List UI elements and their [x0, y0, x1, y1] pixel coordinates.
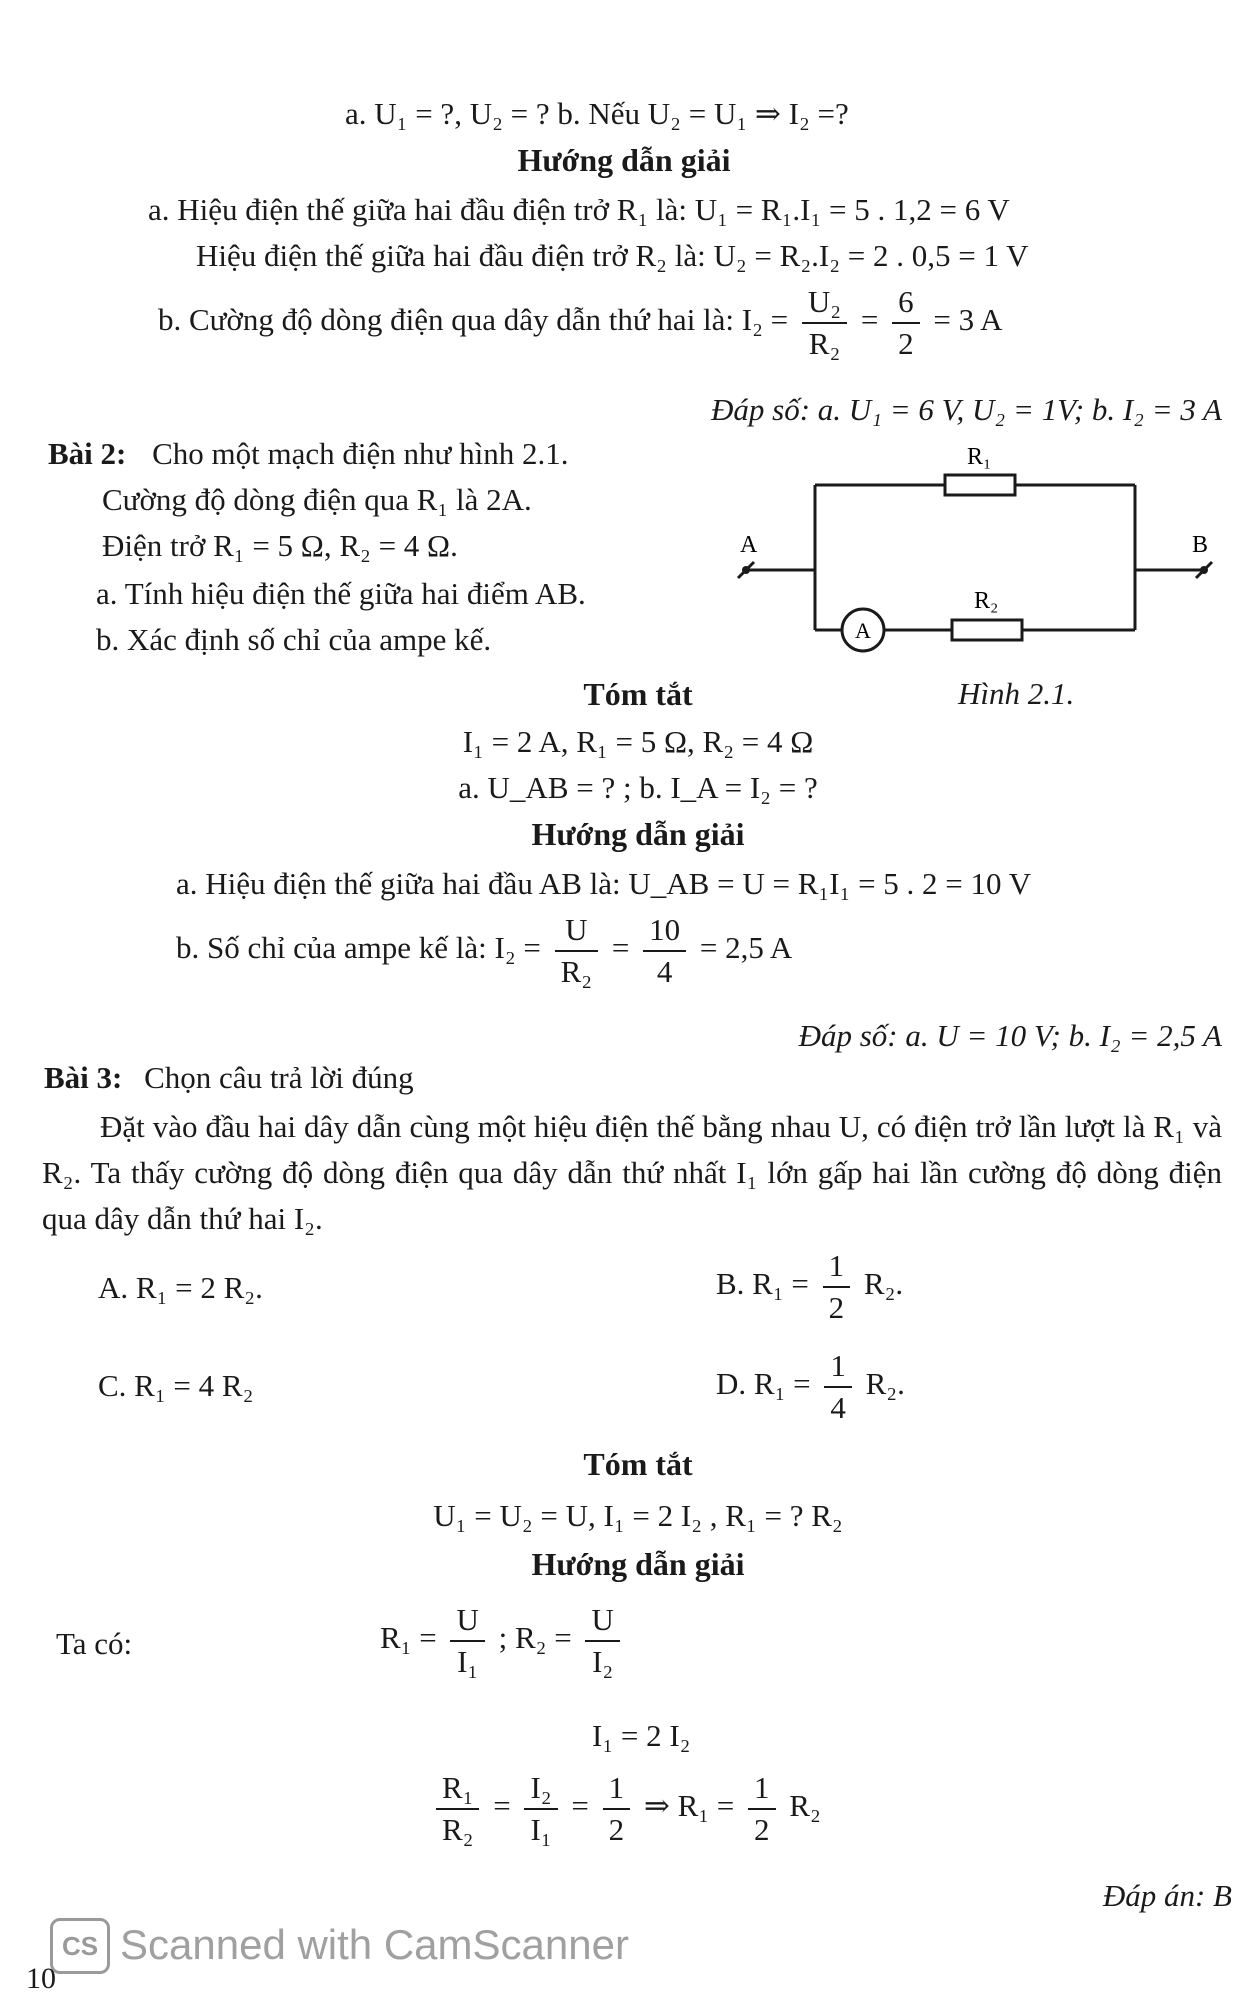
- prev-answer: Đáp số: a. U₁ = 6 V, U₂ = 1V; b. I₂ = 3 A: [711, 392, 1222, 427]
- camscanner-logo-icon: CS: [50, 1918, 110, 1974]
- bai2-b-result: = 2,5 A: [699, 930, 793, 966]
- bai3-answer: Đáp án: B: [1102, 1878, 1232, 1913]
- option-b-fraction: $\frac{1}{2}$: [823, 1246, 851, 1328]
- bai3-eq3: $\frac{\text{R₁}}{\text{R₂}}$ = $\frac{\text{I₂}}{\text{I₁}}$ = $\frac{1}{2}$ ⇒ R₁ = $\frac{1}{2}$ R₂: [430, 1768, 821, 1850]
- terminal-b-dot: [1200, 566, 1208, 574]
- bai2-intro: Cho một mạch điện như hình 2.1.: [152, 436, 569, 471]
- ammeter-label: A: [855, 618, 871, 643]
- bai3-text: Đặt vào đầu hai dây dẫn cùng một hiệu điện thế bằng nhau U, có điện trở lần lượt là R₁ và R₂. Ta thấy cường độ dòng điện qua dây dẫn thứ nhất I₁ lớn gấp hai lần cường độ dòng điện qua dây dẫn thứ hai I₂.: [42, 1109, 1222, 1236]
- terminal-a-dot: [742, 566, 750, 574]
- bai2-line4: a. Tính hiệu điện thế giữa hai điểm AB.: [96, 576, 586, 611]
- bai2-heading: [48, 434, 568, 474]
- bai3-option-b: B. R₁ = $\frac{1}{2}$ R₂.: [716, 1246, 903, 1328]
- bai2-b-fraction-1: $\frac{U}{\text{R₂}}$: [555, 910, 598, 992]
- bai2-solution-b: b. Số chỉ của ampe kế là: I₂ = $\frac{U}{\text{R₂}}$ = $\frac{10}{4}$ = 2,5 A: [176, 910, 792, 992]
- bai3-eq2: I₁ = 2 I₂: [592, 1718, 691, 1753]
- prev-b-prefix: b. Cường độ dòng điện qua dây dẫn thứ hai là: I₂ =: [158, 302, 789, 338]
- label-b: B: [1192, 532, 1209, 558]
- figure-caption: Hình 2.1.: [958, 676, 1075, 711]
- bai3-option-d: D. R₁ = $\frac{1}{4}$ R₂.: [716, 1346, 905, 1428]
- bai2-answer: Đáp số: a. U = 10 V; b. I₂ = 2,5 A: [798, 1018, 1222, 1053]
- label-r1: R₁: [967, 444, 992, 470]
- eq3-fraction-2: $\frac{\text{I₂}}{\text{I₁}}$: [524, 1768, 557, 1850]
- prev-solution-a-line2: Hiệu điện thế giữa hai đầu điện trở R₂ là: U₂ = R₂.I₂ = 2 . 0,5 = 1 V: [196, 238, 1029, 273]
- bai3-option-c: C. R₁ = 4 R₂: [98, 1368, 254, 1403]
- bai3-taco: Ta có:: [56, 1626, 133, 1661]
- prev-b-fraction-2: $\frac{6}{2}$: [892, 282, 920, 364]
- bai2-solution-a: a. Hiệu điện thế giữa hai đầu AB là: U_AB = U = R₁I₁ = 5 . 2 = 10 V: [176, 866, 1032, 901]
- prev-question: a. U₁ = ?, U₂ = ? b. Nếu U₂ = U₁ ⇒ I₂ =?: [345, 96, 849, 131]
- bai3-intro: Chọn câu trả lời đúng: [144, 1060, 414, 1095]
- bai3-heading: [44, 1058, 414, 1098]
- prev-b-fraction-1: $\frac{\text{U₂}}{\text{R₂}}$: [802, 282, 847, 364]
- bai3-given: U₁ = U₂ = U, I₁ = 2 I₂ , R₁ = ? R₂: [433, 1498, 843, 1533]
- eq1-fraction-1: $\frac{U}{\text{I₁}}$: [450, 1600, 484, 1682]
- bai2-summary-title: Tóm tắt: [583, 676, 693, 712]
- bai2-b-prefix: b. Số chỉ của ampe kế là: I₂ =: [176, 930, 541, 966]
- bai3-option-a: A. R₁ = 2 R₂.: [98, 1270, 263, 1305]
- camscanner-watermark: Scanned with CamScanner: [120, 1921, 629, 1968]
- bai3-eq1: R₁ = $\frac{U}{\text{I₁}}$ ; R₂ = $\frac{U}{\text{I₂}}$: [380, 1600, 626, 1682]
- bai2-line5: b. Xác định số chỉ của ampe kế.: [96, 622, 492, 657]
- bai2-line2: Cường độ dòng điện qua R₁ là 2A.: [102, 482, 532, 517]
- bai3-label: Bài 3:: [44, 1060, 123, 1095]
- prev-b-result: = 3 A: [933, 302, 1003, 338]
- resistor-r1: [945, 475, 1015, 495]
- prev-guide-title: Hướng dẫn giải: [517, 142, 731, 178]
- circuit-diagram: [730, 440, 1230, 700]
- eq3-fraction-1: $\frac{\text{R₁}}{\text{R₂}}$: [436, 1768, 479, 1850]
- page-number: 10: [26, 1962, 56, 1995]
- bai2-b-fraction-2: $\frac{10}{4}$: [643, 910, 686, 992]
- bai3-summary-title: Tóm tắt: [583, 1446, 693, 1482]
- resistor-r2: [952, 620, 1022, 640]
- label-a: A: [740, 532, 758, 558]
- bai2-given: I₁ = 2 A, R₁ = 5 Ω, R₂ = 4 Ω: [462, 724, 814, 759]
- eq3-fraction-4: $\frac{1}{2}$: [748, 1768, 776, 1850]
- bai2-label: Bài 2:: [48, 436, 127, 471]
- bai3-guide-title: Hướng dẫn giải: [531, 1546, 745, 1582]
- option-d-fraction: $\frac{1}{4}$: [824, 1346, 852, 1428]
- eq1-fraction-2: $\frac{U}{\text{I₂}}$: [585, 1600, 619, 1682]
- bai2-guide-title: Hướng dẫn giải: [531, 816, 745, 852]
- prev-solution-b: b. Cường độ dòng điện qua dây dẫn thứ hai là: I₂ = $\frac{\text{U₂}}{\text{R₂}}$ = $\frac{6}{2}$ = 3 A: [158, 282, 1003, 364]
- bai2-line3: Điện trở R₁ = 5 Ω, R₂ = 4 Ω.: [102, 528, 458, 563]
- label-r2: R₂: [974, 588, 999, 614]
- prev-solution-a-line1: a. Hiệu điện thế giữa hai đầu điện trở R₁ là: U₁ = R₁.I₁ = 5 . 1,2 = 6 V: [148, 192, 1010, 227]
- bai2-find: a. U_AB = ? ; b. I_A = I₂ = ?: [458, 770, 818, 805]
- eq3-fraction-3: $\frac{1}{2}$: [603, 1768, 631, 1850]
